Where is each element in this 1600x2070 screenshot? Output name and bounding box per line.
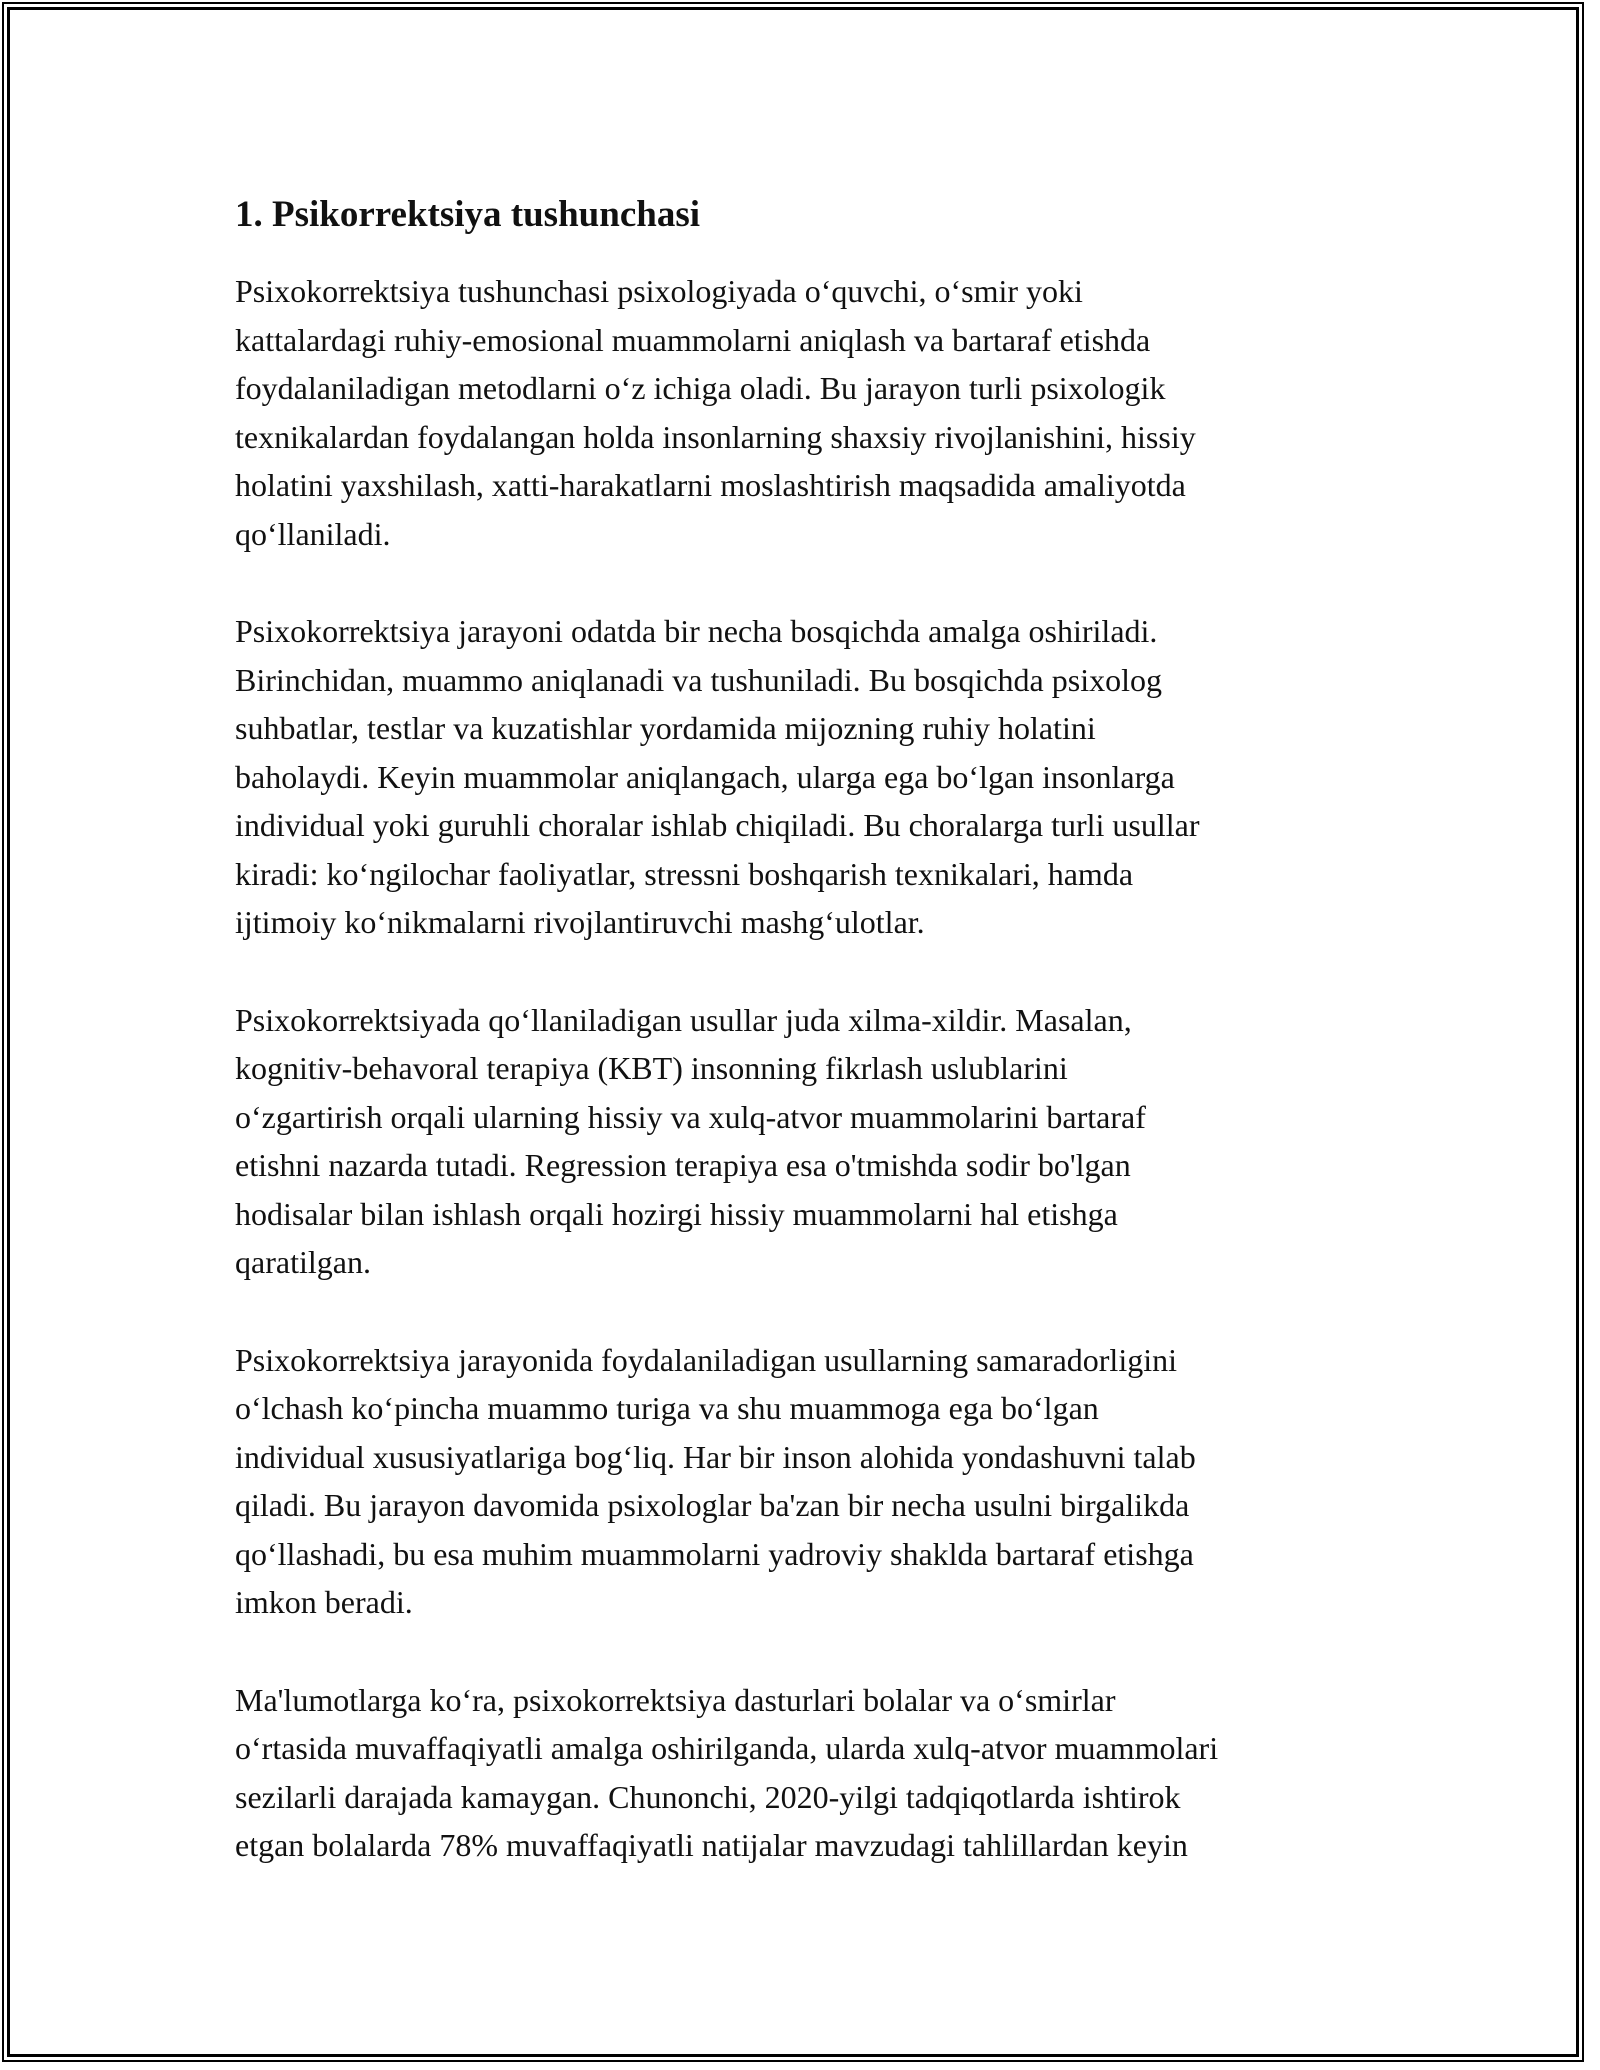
paragraph-line: o‘rtasida muvaffaqiyatli amalga oshirilganda, ularda xulq-atvor muammolari [235,1730,1219,1766]
paragraph-line: o‘zgartirish orqali ularning hissiy va xulq-atvor muammolarini bartaraf [235,1098,1146,1135]
paragraph-line: o‘lchash ko‘pincha muammo turiga va shu muammoga ega bo‘lgan [235,1390,1099,1426]
paragraph-line: foydalaniladigan metodlarni o‘z ichiga oladi. Bu jarayon turli psixologik [235,370,1166,406]
paragraph-line: Birinchidan, muammo aniqlanadi va tushuniladi. Bu bosqichda psixolog [235,661,1162,698]
paragraph-line: holatini yaxshilash, xatti-harakatlarni moslashtirish maqsadida amaliyotda [235,467,1186,503]
paragraph-line: imkon beradi. [235,1584,413,1620]
paragraph [235,1336,1375,1627]
paragraph-line: kattalardagi ruhiy-emosional muammolarni aniqlash va bartaraf etishda [235,321,1151,358]
paragraph-line: hodisalar bilan ishlash orqali hozirgi hissiy muammolarni hal etishga [235,1195,1118,1232]
paragraph [235,267,1375,558]
paragraph-line: qaratilgan. [235,1244,371,1280]
paragraph-line: etgan bolalarda 78% muvaffaqiyatli natijalar mavzudagi tahlillardan keyin [235,1827,1188,1863]
section-title: 1. Psikorrektsiya tushunchasi [235,194,700,235]
paragraph-line: texnikalardan foydalangan holda insonlarning shaxsiy rivojlanishini, hissiy [235,418,1196,455]
paragraph-line: kiradi: ko‘ngilochar faoliyatlar, stressni boshqarish texnikalari, hamda [235,855,1134,892]
paragraph-line: qo‘llashadi, bu esa muhim muammolarni yadroviy shaklda bartaraf etishga [235,1535,1194,1572]
paragraph-line: Psixokorrektsiya jarayonida foydalaniladigan usullarning samaradorligini [235,1341,1177,1378]
paragraph-line: Ma'lumotlarga ko‘ra, psixokorrektsiya dasturlari bolalar va o‘smirlar [235,1681,1116,1718]
paragraph [235,607,1375,947]
paragraph-line: qiladi. Bu jarayon davomida psixologlar ba'zan bir necha usulni birgalikda [235,1487,1190,1523]
paragraph-line: Psixokorrektsiya jarayoni odatda bir necha bosqichda amalga oshiriladi. [235,613,1158,649]
paragraph-line: kognitiv-behavoral terapiya (KBT) insonning fikrlash uslublarini [235,1050,1068,1086]
document-body [235,187,1375,1919]
paragraph-line: baholaydi. Keyin muammolar aniqlangach, ularga ega bo‘lgan insonlarga [235,758,1175,795]
paragraph-line: sezilarli darajada kamaygan. Chunonchi, 2020-yilgi tadqiqotlarda ishtirok [235,1778,1181,1815]
paragraph-line: etishni nazarda tutadi. Regression terapiya esa o'tmishda sodir bo'lgan [235,1147,1131,1183]
paragraph [235,996,1375,1287]
paragraph-list [235,267,1375,1870]
paragraph-line: ijtimoiy ko‘nikmalarni rivojlantiruvchi mashg‘ulotlar. [235,904,925,940]
paragraph [235,1676,1375,1870]
paragraph-line: individual yoki guruhli choralar ishlab chiqiladi. Bu choralarga turli usullar [235,807,1200,843]
paragraph-line: Psixokorrektsiyada qo‘llaniladigan usullar juda xilma-xildir. Masalan, [235,1001,1132,1038]
paragraph-line: suhbatlar, testlar va kuzatishlar yordamida mijozning ruhiy holatini [235,710,1096,746]
paragraph-line: Psixokorrektsiya tushunchasi psixologiyada o‘quvchi, o‘smir yoki [235,273,1083,309]
paragraph-line: individual xususiyatlariga bog‘liq. Har bir inson alohida yondashuvni talab [235,1438,1196,1475]
paragraph-line: qo‘llaniladi. [235,515,391,552]
